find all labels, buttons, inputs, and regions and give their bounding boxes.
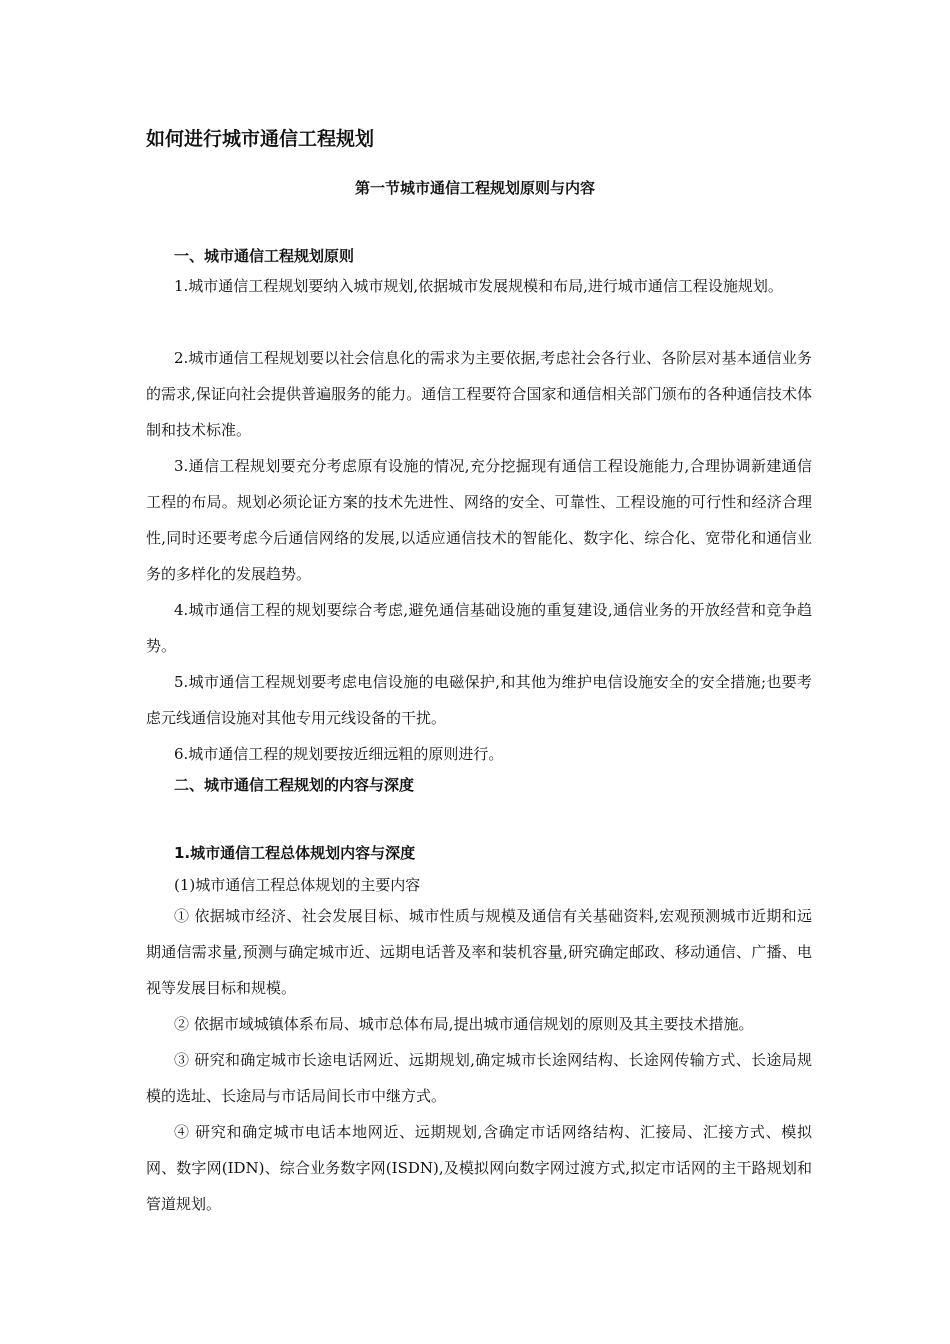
part2-heading: 二、城市通信工程规划的内容与深度 [174, 776, 415, 794]
principle-item-3: 3.通信工程规划要充分考虑原有设施的情况,充分挖掘现有通信工程设施能力,合理协调新建通信工程的布局。规划必须论证方案的技术先进性、网络的安全、可靠性、工程设施的可行性和经济合理性,同时还要考虑今后通信网络的发展,以适应通信技术的智能化、数字化、综合化、宽带化和通信业务的多样化的发展趋势。 [146, 457, 812, 583]
part2-sub-sub-heading: (1)城市通信工程总体规划的主要内容 [174, 876, 421, 894]
document-title: 如何进行城市通信工程规划 [146, 128, 375, 150]
content-item-3: ③ 研究和确定城市长途电话网近、远期规划,确定城市长途网结构、长途网传输方式、长途局规模的选址、长途局与市话局间长市中继方式。 [146, 1051, 812, 1105]
part1-heading: 一、城市通信工程规划原则 [174, 247, 355, 265]
part2-sub-heading: 1.城市通信工程总体规划内容与深度 [174, 844, 416, 862]
content-item-4: ④ 研究和确定城市电话本地网近、远期规划,含确定市话网络结构、汇接局、汇接方式、模拟网、数字网(IDN)、综合业务数字网(ISDN),及模拟网向数字网过渡方式,拟定市话网的主干路规划和管道规划。 [146, 1123, 812, 1213]
principle-item-1: 1.城市通信工程规划要纳入城市规划,依据城市发展规模和布局,进行城市通信工程设施规划。 [174, 277, 783, 295]
content-item-2: ② 依据市域城镇体系布局、城市总体布局,提出城市通信规划的原则及其主要技术措施。 [174, 1015, 754, 1033]
principle-item-2: 2.城市通信工程规划要以社会信息化的需求为主要依据,考虑社会各行业、各阶层对基本通信业务的需求,保证向社会提供普遍服务的能力。通信工程要符合国家和通信相关部门颁布的各种通信技术体制和技术标准。 [146, 349, 812, 439]
principle-item-6: 6.城市通信工程的规划要按近细远粗的原则进行。 [174, 745, 504, 763]
content-item-1: ① 依据城市经济、社会发展目标、城市性质与规模及通信有关基础资料,宏观预测城市近期和远期通信需求量,预测与确定城市近、远期电话普及率和装机容量,研究确定邮政、移动通信、广播、电视等发展目标和规模。 [146, 907, 812, 997]
section-title: 第一节城市通信工程规划原则与内容 [354, 179, 595, 197]
principle-item-4: 4.城市通信工程的规划要综合考虑,避免通信基础设施的重复建设,通信业务的开放经营和竞争趋势。 [146, 601, 812, 655]
principle-item-5: 5.城市通信工程规划要考虑电信设施的电磁保护,和其他为维护电信设施安全的安全措施;也要考虑元线通信设施对其他专用元线设备的干扰。 [146, 673, 812, 727]
